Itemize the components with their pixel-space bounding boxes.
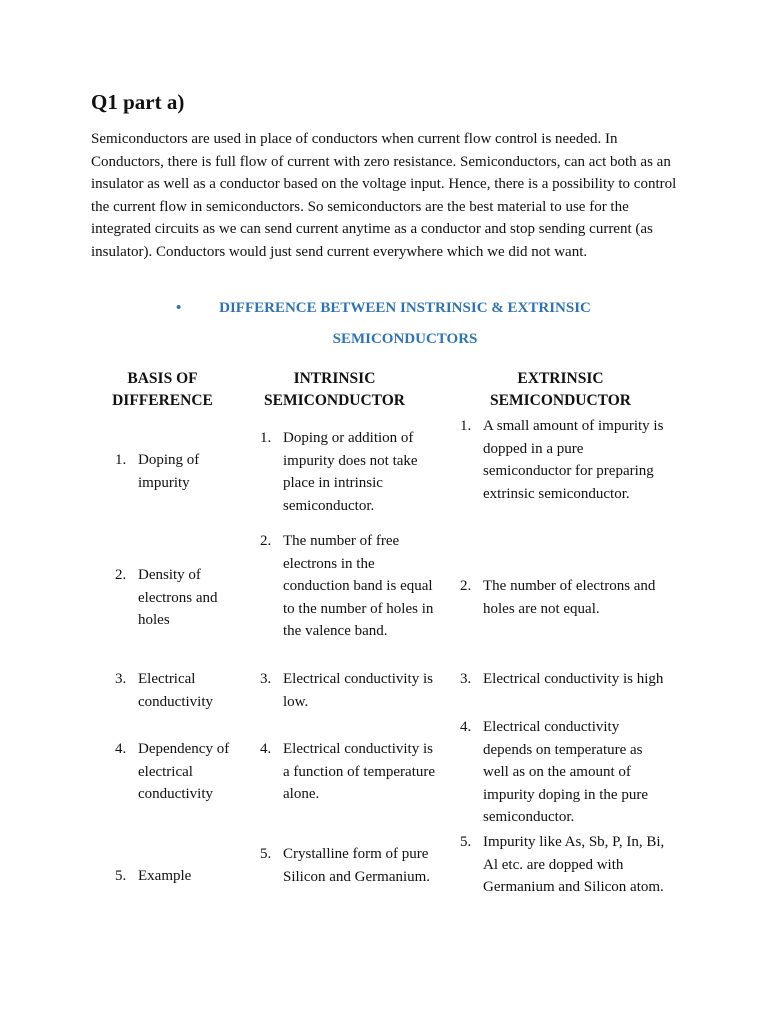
row-number: 3. [260, 671, 272, 687]
header-intrinsic: INTRINSIC SEMICONDUCTOR [264, 370, 405, 409]
table-row-1-extrinsic [460, 415, 668, 505]
table-row-1-basis [115, 449, 225, 494]
extrinsic-text: Impurity like As, Sb, P, In, Bi, Al etc. are dopped with Germanium and Silicon atom. [483, 834, 665, 895]
row-number: 4. [460, 719, 472, 735]
basis-text: Dependency of electrical conductivity [138, 741, 230, 802]
extrinsic-text: Electrical conductivity depends on temperature as well as on the amount of impurity doping in the pure semiconductor. [483, 719, 648, 825]
table-row-3-extrinsic [460, 668, 668, 691]
table-row-4-intrinsic [260, 738, 440, 806]
intrinsic-text: Crystalline form of pure Silicon and Germanium. [283, 846, 431, 885]
row-number: 5. [260, 846, 272, 862]
row-number: 4. [115, 741, 127, 757]
basis-text: Doping of impurity [138, 452, 200, 491]
table-row-4-extrinsic [460, 716, 668, 829]
intrinsic-text: Doping or addition of impurity does not take place in intrinsic semiconductor. [283, 430, 418, 514]
extrinsic-text: The number of electrons and holes are not equal. [483, 578, 656, 617]
table-row-3-basis [115, 668, 230, 713]
basis-text: Electrical conductivity [138, 671, 213, 710]
extrinsic-text: Electrical conductivity is high [483, 671, 664, 687]
intrinsic-text: Electrical conductivity is a function of temperature alone. [283, 741, 436, 802]
row-number: 5. [115, 868, 127, 884]
header-basis: BASIS OF DIFFERENCE [112, 370, 213, 409]
extrinsic-text: A small amount of impurity is dopped in a pure semiconductor for preparing extrinsic semiconductor. [483, 418, 664, 502]
table-row-4-basis [115, 738, 230, 806]
row-number: 3. [460, 671, 472, 687]
row-number: 5. [460, 834, 472, 850]
basis-text: Density of electrons and holes [138, 567, 218, 628]
page-title: Q1 part a) [91, 90, 185, 114]
table-row-3-intrinsic [260, 668, 440, 713]
row-number: 1. [260, 430, 272, 446]
row-number: 2. [115, 567, 127, 583]
row-number: 4. [260, 741, 272, 757]
table-row-2-basis [115, 564, 230, 632]
row-number: 1. [115, 452, 127, 468]
intro-paragraph: Semiconductors are used in place of conductors when current flow control is needed. In Conductors, there is full flow of current with zero resistance. Semiconductors, can act both as an insulator as well as a conductor based on the voltage input. Hence, there is a possibility to control the current flow in semiconductors. So semiconductors are the best material to use for the integrated circuits as we can send current anytime as a conductor and stop sending current (as insulator). Conductors would just send current everywhere which we did not want. [91, 131, 677, 260]
basis-text: Example [138, 868, 192, 884]
table-row-2-extrinsic [460, 575, 668, 620]
section-heading-text: DIFFERENCE BETWEEN INSTRINSIC & EXTRINSIC SEMICONDUCTORS [219, 300, 591, 347]
row-number: 2. [260, 533, 272, 549]
row-number: 2. [460, 578, 472, 594]
table-row-2-intrinsic [260, 530, 440, 643]
row-number: 3. [115, 671, 127, 687]
bullet-icon: • [176, 300, 182, 316]
row-number: 1. [460, 418, 472, 434]
section-heading [170, 293, 640, 355]
table-row-5-intrinsic [260, 843, 440, 888]
table-row-1-intrinsic [260, 427, 445, 517]
intrinsic-text: The number of free electrons in the conduction band is equal to the number of holes in the valence band. [283, 533, 434, 639]
header-extrinsic: EXTRINSIC SEMICONDUCTOR [490, 370, 631, 409]
intrinsic-text: Electrical conductivity is low. [283, 671, 433, 710]
table-row-5-extrinsic [460, 831, 668, 899]
table-row-5-basis [115, 865, 230, 888]
